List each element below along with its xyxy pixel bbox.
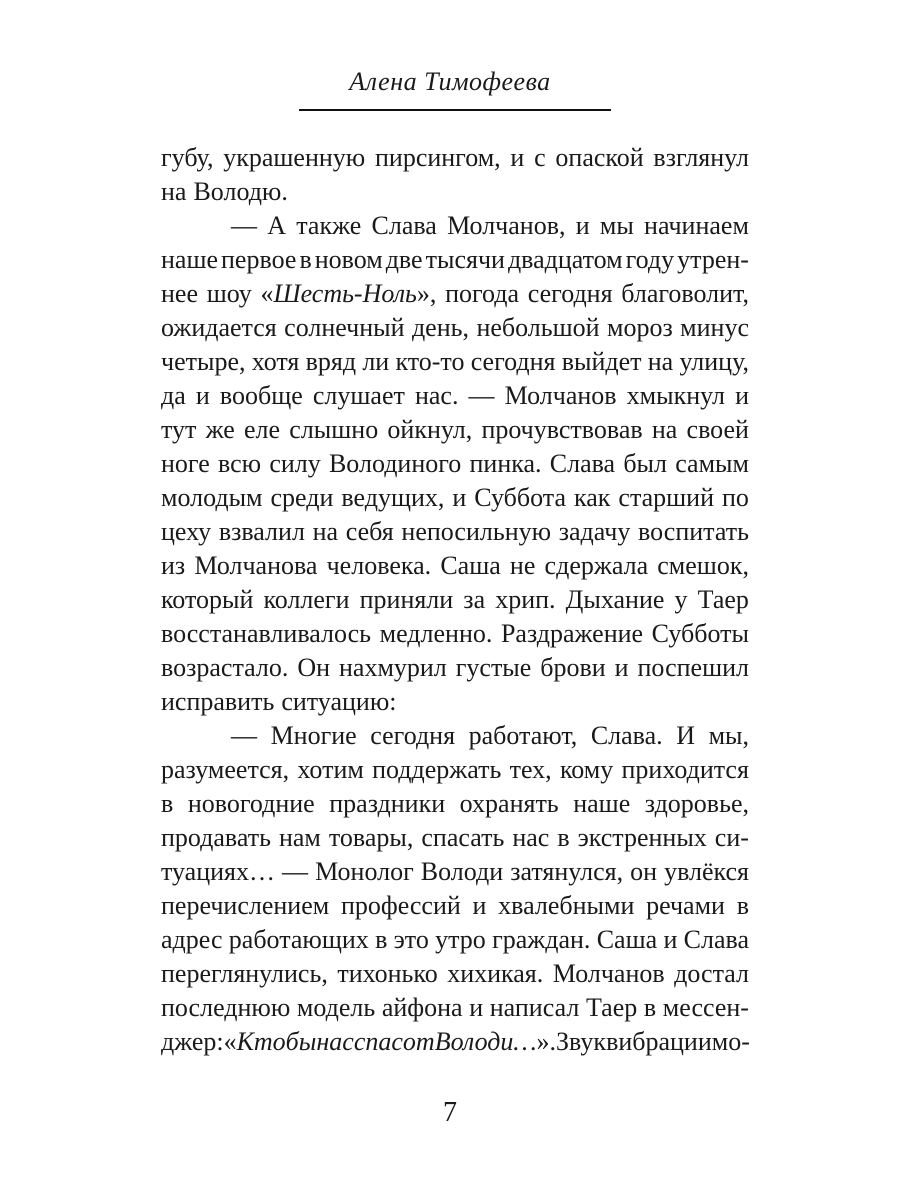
word: пирсингом,: [374, 143, 501, 172]
word: Многие: [270, 721, 357, 750]
word: исправить: [161, 687, 275, 716]
text-line: [161, 174, 749, 210]
word: мо-: [711, 1027, 750, 1056]
word: хмыкнул: [626, 381, 725, 410]
text-line: [161, 786, 749, 822]
word: И: [676, 721, 696, 750]
word: двадцатом: [507, 245, 623, 274]
word: смешок,: [657, 551, 749, 580]
word: он: [630, 857, 658, 886]
word: мы: [599, 211, 634, 240]
word: туациях…: [161, 857, 276, 886]
text-line: [161, 378, 749, 414]
word: переглянулись,: [161, 959, 328, 988]
word: перечислением: [161, 891, 330, 920]
word: возрастало.: [161, 653, 289, 682]
word: здоровье,: [644, 789, 749, 818]
word: человека.: [326, 551, 432, 580]
word: Слава: [549, 449, 616, 478]
word: хвалебными: [498, 891, 635, 920]
word: в: [161, 789, 174, 818]
word: нас.: [414, 381, 459, 410]
word: нахмурил: [338, 653, 447, 682]
word: Звук: [556, 1027, 607, 1056]
word: в: [299, 245, 312, 274]
word: нам: [278, 823, 321, 852]
word: сдержала: [544, 551, 649, 580]
word: да: [161, 381, 186, 410]
word: слушает: [312, 381, 405, 410]
word: цеху: [161, 517, 212, 546]
word: среди: [270, 483, 334, 512]
word: молодым: [161, 483, 263, 512]
word: и: [510, 143, 525, 172]
word: взглянул: [653, 143, 749, 172]
word: году: [625, 245, 675, 274]
word: затянулся,: [510, 857, 624, 886]
word: Володи: [420, 857, 504, 886]
word: Таер: [585, 993, 638, 1022]
word: хотя: [251, 347, 300, 376]
word: воспитать: [638, 517, 749, 546]
word: всю: [218, 449, 262, 478]
word: улицу,: [679, 347, 749, 376]
word: у: [674, 585, 688, 614]
word: Слава.: [590, 721, 663, 750]
word: Саша: [440, 551, 501, 580]
word: кто-то: [395, 347, 465, 376]
word: разумеется,: [161, 755, 290, 784]
word: хотим: [297, 755, 364, 784]
word: хрип.: [495, 585, 556, 614]
word: и: [575, 211, 590, 240]
word: своей: [686, 415, 749, 444]
word: джер:: [161, 1027, 224, 1056]
word: начинаем: [644, 211, 749, 240]
word: наше: [161, 245, 219, 274]
word: пинка.: [469, 449, 542, 478]
word: коллеги: [263, 585, 350, 614]
word: Суббота: [474, 483, 566, 512]
text-line: [161, 242, 749, 278]
word: еле: [244, 415, 281, 444]
text-line: [161, 888, 749, 924]
word: не: [509, 551, 536, 580]
word: праздники: [329, 789, 446, 818]
word: же: [205, 415, 235, 444]
word: благоволит,: [621, 279, 749, 308]
word: тут: [161, 415, 197, 444]
word: ноге: [161, 449, 210, 478]
word: тех,: [509, 755, 552, 784]
word: медленно.: [379, 619, 493, 648]
word: Субботы: [651, 619, 749, 648]
text-line: [161, 548, 749, 584]
text-line: [161, 276, 749, 312]
word: Дыхание: [565, 585, 665, 614]
word: вообще: [219, 381, 303, 410]
word: губу,: [161, 143, 214, 172]
word: приходится: [621, 755, 749, 784]
word: в: [375, 925, 388, 954]
word: утро: [435, 925, 486, 954]
text-line: [161, 140, 749, 176]
word: ли: [362, 347, 390, 376]
word: и: [472, 891, 487, 920]
word: в: [643, 993, 657, 1022]
word: А: [267, 211, 287, 240]
word: нас: [316, 1027, 354, 1056]
word: мы,: [708, 721, 749, 750]
word: экстренных: [577, 823, 707, 852]
word: сегодня: [470, 347, 556, 376]
word: спасать: [421, 823, 505, 852]
word: профессий: [340, 891, 461, 920]
word: вряд: [305, 347, 357, 376]
word: кому: [559, 755, 614, 784]
text-line: [161, 514, 749, 550]
word: на: [647, 347, 674, 376]
word: за: [463, 585, 486, 614]
text-line: [161, 956, 749, 992]
word: —: [282, 857, 309, 886]
word: Таер: [697, 585, 749, 614]
word: сегодня: [527, 279, 613, 308]
word: нее: [161, 279, 198, 308]
word: хихикая.: [447, 959, 544, 988]
word: и: [663, 925, 678, 954]
text-line: [161, 480, 749, 516]
word: написал: [489, 993, 580, 1022]
word: мессен-: [662, 993, 749, 1022]
word: поспешил: [637, 653, 749, 682]
word: как: [573, 483, 611, 512]
word: Слава: [371, 211, 437, 240]
word: прочувствовав: [481, 415, 643, 444]
word: последнюю: [161, 993, 291, 1022]
header-rule: [299, 109, 611, 111]
text-line: [161, 820, 749, 856]
word: себя: [345, 517, 394, 546]
word: нас: [512, 823, 550, 852]
word: день,: [411, 313, 469, 342]
word: минус: [680, 313, 749, 342]
word: приняли: [359, 585, 454, 614]
word: Он: [297, 653, 331, 682]
word: в: [736, 891, 749, 920]
word: «Шесть-Ноль»,: [260, 279, 437, 308]
word: густые: [455, 653, 532, 682]
word: Монолог: [315, 857, 414, 886]
word: Володи…».: [434, 1027, 557, 1056]
word: —: [231, 211, 257, 240]
word: —: [231, 721, 257, 750]
word: шоу: [206, 279, 252, 308]
word: на: [651, 415, 678, 444]
word: ожидается: [161, 313, 277, 342]
text-line: [161, 446, 749, 482]
word: увлёкся: [664, 857, 749, 886]
word: граждан.: [492, 925, 591, 954]
word: товары,: [328, 823, 414, 852]
word: по: [722, 483, 749, 512]
word: погода: [445, 279, 520, 308]
word: был: [623, 449, 667, 478]
text-line: [161, 582, 749, 618]
word: мороз: [606, 313, 673, 342]
word: самым: [675, 449, 749, 478]
word: «Кто: [223, 1027, 286, 1056]
word: на: [161, 177, 187, 206]
word: поддержать: [372, 755, 502, 784]
word: айфона: [381, 993, 463, 1022]
word: новом: [314, 245, 383, 274]
word: небольшой: [476, 313, 600, 342]
word: на: [312, 517, 339, 546]
word: ситуацию:: [281, 687, 397, 716]
word: силу: [269, 449, 321, 478]
text-line: [161, 922, 749, 958]
word: опаской: [555, 143, 644, 172]
word: также: [296, 211, 362, 240]
word: задачу: [558, 517, 631, 546]
word: солнечный: [284, 313, 405, 342]
word: от: [402, 1027, 435, 1056]
running-head-author: Алена Тимофеева: [349, 67, 551, 96]
word: бы: [285, 1027, 317, 1056]
word: и: [469, 993, 484, 1022]
word: выйдет: [561, 347, 642, 376]
word: Молчанов,: [447, 211, 566, 240]
word: который: [161, 585, 254, 614]
text-line: [161, 616, 749, 652]
text-line: [161, 412, 749, 448]
word: украшенную: [223, 143, 366, 172]
word: четыре,: [161, 347, 246, 376]
word: вибрации: [606, 1027, 712, 1056]
word: Слава: [683, 925, 749, 954]
word: Саша: [596, 925, 658, 954]
word: достал: [674, 959, 749, 988]
word: Молчанов: [504, 381, 617, 410]
word: слышно: [289, 415, 379, 444]
word: из: [161, 551, 186, 580]
word: это: [393, 925, 429, 954]
word: новогодние: [187, 789, 315, 818]
word: Молчанова: [194, 551, 318, 580]
word: утрен-: [677, 245, 749, 274]
word: и: [735, 381, 749, 410]
word: восстанавливалось: [161, 619, 372, 648]
word: и: [614, 653, 629, 682]
word: и: [452, 483, 467, 512]
word: ойкнул,: [387, 415, 473, 444]
page-number: 7: [443, 1097, 457, 1128]
word: Раздражение: [500, 619, 644, 648]
word: модель: [296, 993, 376, 1022]
word: Володиного: [328, 449, 462, 478]
word: спас: [353, 1027, 403, 1056]
word: взвалил: [218, 517, 305, 546]
word: тысячи: [425, 245, 505, 274]
text-line: [161, 1024, 749, 1060]
text-line: [161, 990, 749, 1026]
word: старший: [618, 483, 715, 512]
word: тихонько: [337, 959, 438, 988]
word: речами: [646, 891, 725, 920]
word: работают,: [468, 721, 578, 750]
word: с: [534, 143, 546, 172]
word: работающих: [228, 925, 369, 954]
word: продавать: [161, 823, 271, 852]
text-line: [231, 208, 749, 244]
word: ведущих,: [341, 483, 445, 512]
word: охранять: [459, 789, 559, 818]
word: и: [195, 381, 210, 410]
word: си-: [714, 823, 749, 852]
word: первое: [221, 245, 297, 274]
text-line: [161, 684, 749, 720]
word: две: [385, 245, 423, 274]
word: непосильную: [401, 517, 552, 546]
word: Володю.: [193, 177, 288, 206]
word: сегодня: [370, 721, 456, 750]
text-line: [161, 854, 749, 890]
word: брови: [540, 653, 606, 682]
word: наше: [573, 789, 631, 818]
text-line: [161, 650, 749, 686]
word: Молчанов: [552, 959, 665, 988]
word: адрес: [161, 925, 223, 954]
text-line: [161, 344, 749, 380]
word: —: [468, 381, 495, 410]
text-line: [161, 310, 749, 346]
text-line: [161, 752, 749, 788]
text-line: [231, 718, 749, 754]
word: в: [557, 823, 570, 852]
